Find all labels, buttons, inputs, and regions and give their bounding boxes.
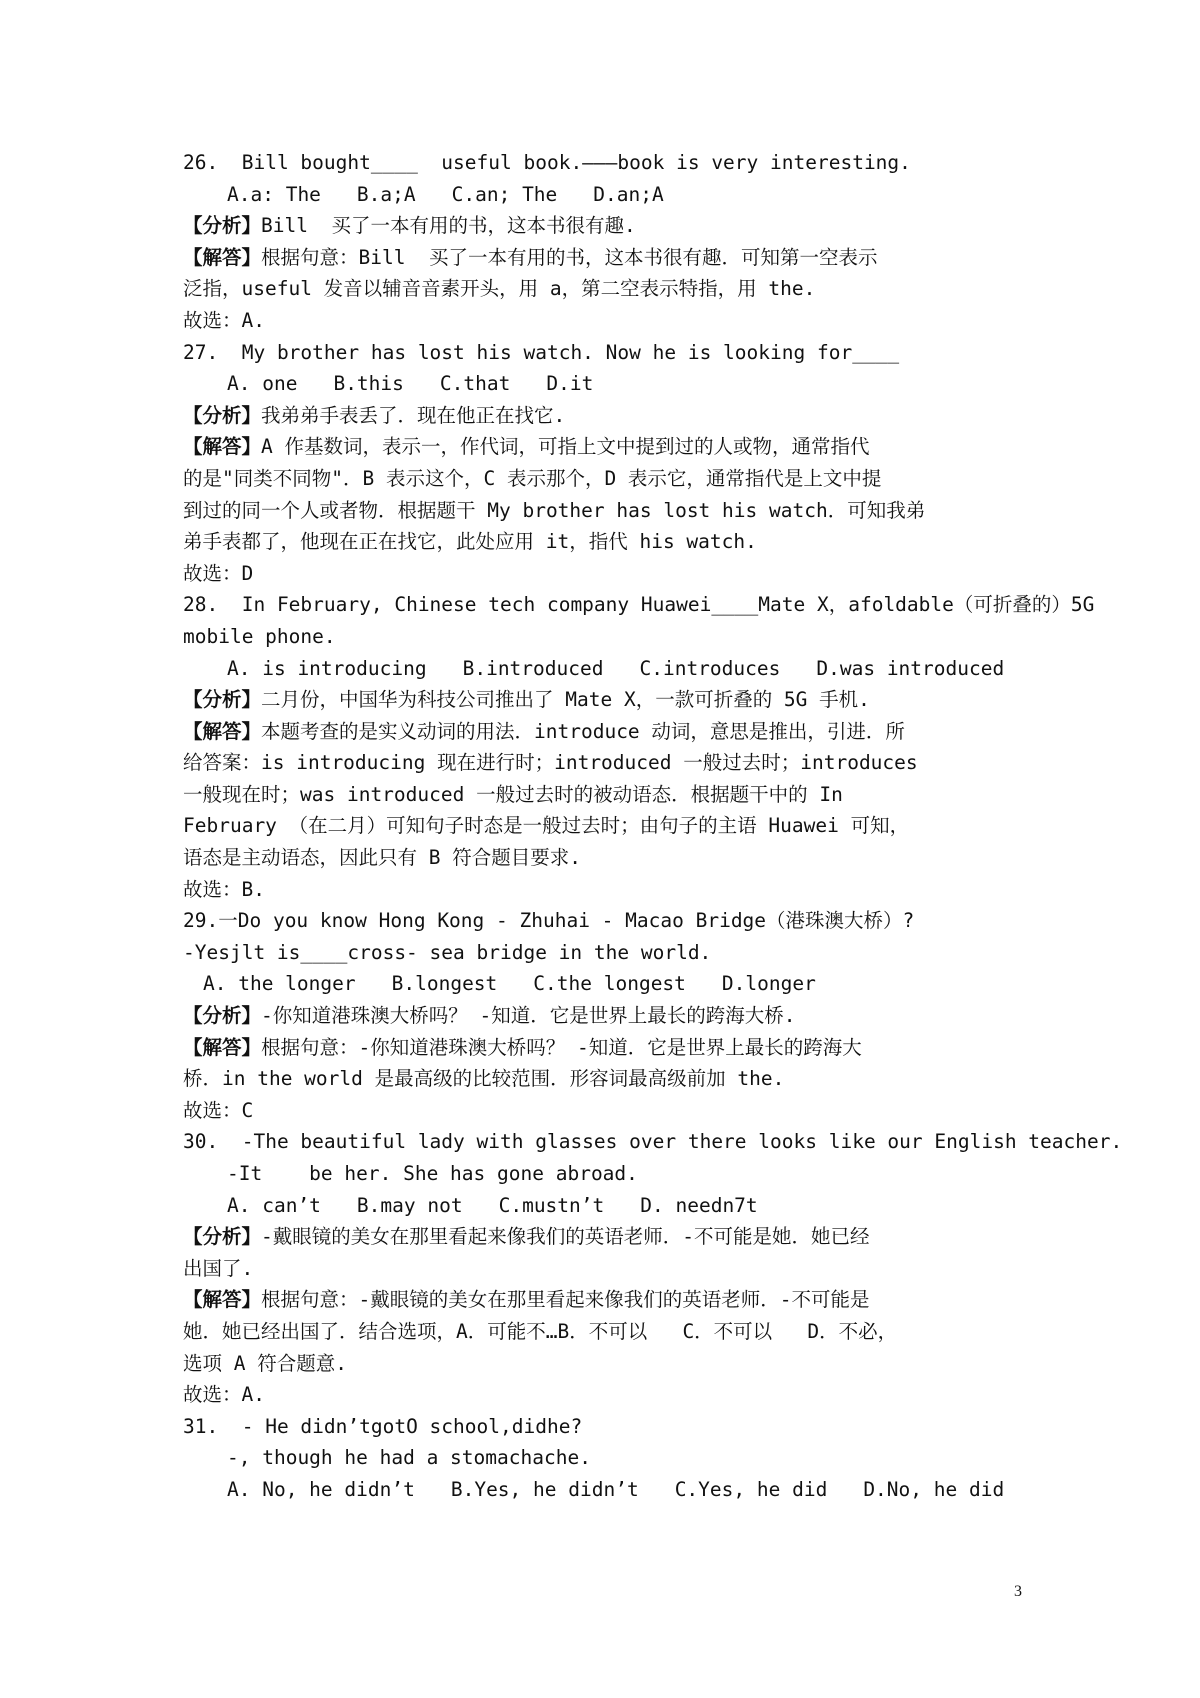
document-content xyxy=(183,147,1123,1506)
question-27-answer xyxy=(183,431,1033,463)
question-28-stem xyxy=(183,589,1095,621)
option-b: B.a;A xyxy=(356,182,416,206)
question-28-options xyxy=(183,653,1033,685)
analysis-text: Bill 买了一本有用的书，这本书很有趣. xyxy=(261,214,636,238)
answer-text: 选项 A 符合题意. xyxy=(183,1351,347,1375)
option-a: A. is introducing xyxy=(227,656,427,680)
question-27-analysis xyxy=(183,400,1033,432)
option-b: B.this xyxy=(333,372,404,396)
question-number: 26. xyxy=(183,151,219,174)
answer-tag: 【解答】 xyxy=(183,719,262,743)
question-number: 29. xyxy=(183,909,219,933)
question-26-options xyxy=(183,179,1033,211)
option-a: A. the longer xyxy=(203,972,356,996)
option-a: A. No, he didn’t xyxy=(227,1477,415,1501)
question-text: In February, Chinese tech company Huawei____Mate X，afoldable（可折叠的）5G xyxy=(241,593,1095,617)
question-30-analysis xyxy=(183,1221,1033,1253)
answer-text: 根据句意：Bill 买了一本有用的书，这本书很有趣．可知第一空表示 xyxy=(261,245,878,269)
question-text: -It be her. She has gone abroad. xyxy=(227,1162,638,1185)
question-text: mobile phone. xyxy=(183,624,336,648)
option-b: B.longest xyxy=(391,972,498,996)
answer-tag: 【解答】 xyxy=(183,1288,262,1312)
option-b: B.introduced xyxy=(462,656,604,680)
choice-text: 故选：A. xyxy=(183,308,265,332)
analysis-text: 出国了. xyxy=(183,1256,254,1280)
answer-text: 弟手表都了，他现在正在找它，此处应用 it，指代 his watch. xyxy=(183,530,757,554)
question-31-options xyxy=(183,1474,1033,1506)
question-26-analysis xyxy=(183,210,1033,242)
analysis-tag: 【分析】 xyxy=(183,214,262,238)
question-number: 30. xyxy=(183,1130,219,1154)
analysis-text: 我弟弟手表丢了．现在他正在找它. xyxy=(261,403,566,427)
option-d: D.longer xyxy=(721,972,816,996)
question-30-options xyxy=(183,1190,1033,1222)
answer-text: 根据句意：-戴眼镜的美女在那里看起来像我们的英语老师．-不可能是 xyxy=(261,1288,870,1312)
analysis-tag: 【分析】 xyxy=(183,1225,262,1249)
question-29-answer xyxy=(183,1032,1033,1064)
question-29-stem xyxy=(183,905,1033,937)
question-30-stem xyxy=(183,1126,1123,1158)
question-27-options xyxy=(183,368,1033,400)
option-d: D.an;A xyxy=(593,182,664,206)
question-29-analysis xyxy=(183,1000,1033,1032)
answer-text: 的是"同类不同物"．B 表示这个，C 表示那个，D 表示它，通常指代是上文中提 xyxy=(183,466,882,490)
option-d: D.was introduced xyxy=(816,656,1005,680)
option-b: B.may not xyxy=(356,1193,463,1217)
option-c: C.an; The xyxy=(451,182,558,206)
analysis-text: -戴眼镜的美女在那里看起来像我们的英语老师．-不可能是她．她已经 xyxy=(261,1225,870,1249)
analysis-text: -你知道港珠澳大桥吗？ -知道．它是世界上最长的跨海大桥. xyxy=(261,1004,796,1028)
choice-text: 故选：D xyxy=(183,561,254,585)
option-b: B.Yes, he didn’t xyxy=(450,1477,639,1501)
answer-text: 泛指，useful 发音以辅音音素开头，用 a，第二空表示特指，用 the. xyxy=(183,277,816,301)
question-28-analysis xyxy=(183,684,1033,716)
answer-text: 她．她已经出国了．结合选项，A．可能不…B．不可以 C．不可以 D．不必， xyxy=(183,1319,898,1343)
answer-text: 一般现在时；was introduced 一般过去时的被动语态．根据题干中的 In xyxy=(183,782,843,806)
analysis-tag: 【分析】 xyxy=(183,1004,262,1028)
analysis-tag: 【分析】 xyxy=(183,403,262,427)
option-d: D. needn7t xyxy=(640,1193,758,1217)
option-c: C.Yes, he did xyxy=(674,1477,828,1501)
question-text: -Yesjlt is____cross- sea bridge in the world. xyxy=(183,940,712,964)
question-26-stem xyxy=(183,147,1033,179)
option-a: A.a: The xyxy=(227,182,321,206)
question-30-answer xyxy=(183,1284,1033,1316)
analysis-tag: 【分析】 xyxy=(183,688,262,712)
question-text: -The beautiful lady with glasses over there looks like our English teacher. xyxy=(241,1130,1123,1154)
page-number: 3 xyxy=(1014,1583,1022,1600)
answer-tag: 【解答】 xyxy=(183,245,262,269)
choice-text: 故选：B. xyxy=(183,877,265,901)
option-a: A. can’t xyxy=(227,1193,321,1217)
question-number: 28. xyxy=(183,593,219,617)
answer-text: 根据句意：-你知道港珠澳大桥吗？ -知道．它是世界上最长的跨海大 xyxy=(261,1035,862,1059)
answer-text: 到过的同一个人或者物．根据题干 My brother has lost his watch．可知我弟 xyxy=(183,498,926,522)
question-text: 一Do you know Hong Kong - Zhuhai - Macao Bridge（港珠澳大桥）? xyxy=(218,909,915,933)
option-d: D.No, he did xyxy=(863,1477,1005,1501)
question-text: My brother has lost his watch. Now he is looking for____ xyxy=(241,340,900,364)
answer-text: February （在二月）可知句子时态是一般过去时；由句子的主语 Huawei 可知， xyxy=(183,814,910,838)
answer-text: 给答案：is introducing 现在进行时；introduced 一般过去时；introduces xyxy=(183,751,918,775)
answer-text: 桥．in the world 是最高级的比较范围．形容词最高级前加 the. xyxy=(183,1067,785,1091)
answer-text: 语态是主动语态，因此只有 B 符合题目要求. xyxy=(183,846,581,870)
analysis-text: 二月份，中国华为科技公司推出了 Mate X，一款可折叠的 5G 手机. xyxy=(261,688,870,712)
choice-text: 故选：C xyxy=(183,1098,254,1122)
question-text: - He didn’tgotO school,didhe? xyxy=(241,1414,583,1438)
option-a: A. one xyxy=(227,372,298,396)
option-c: C.that xyxy=(439,372,511,396)
answer-text: A 作基数词，表示一，作代词，可指上文中提到过的人或物，通常指代 xyxy=(261,435,870,459)
option-d: D.it xyxy=(546,372,594,396)
question-31-stem xyxy=(183,1411,1033,1443)
question-number: 31. xyxy=(183,1414,219,1438)
question-number: 27. xyxy=(183,340,219,364)
question-text: Bill bought____ useful book.———book is very interesting. xyxy=(241,151,911,174)
question-29-options xyxy=(183,968,1033,1000)
choice-text: 故选：A. xyxy=(183,1383,265,1407)
answer-tag: 【解答】 xyxy=(183,435,262,459)
question-28-answer xyxy=(183,716,1033,748)
question-text: -, though he had a stomachache. xyxy=(227,1446,591,1470)
answer-text: 本题考查的是实义动词的用法．introduce 动词，意思是推出，引进．所 xyxy=(261,719,905,743)
option-c: C.introduces xyxy=(639,656,781,680)
answer-tag: 【解答】 xyxy=(183,1035,262,1059)
option-c: C.the longest xyxy=(533,972,686,996)
question-27-stem xyxy=(183,337,1033,369)
option-c: C.mustn’t xyxy=(498,1193,605,1217)
question-26-answer xyxy=(183,242,1033,274)
